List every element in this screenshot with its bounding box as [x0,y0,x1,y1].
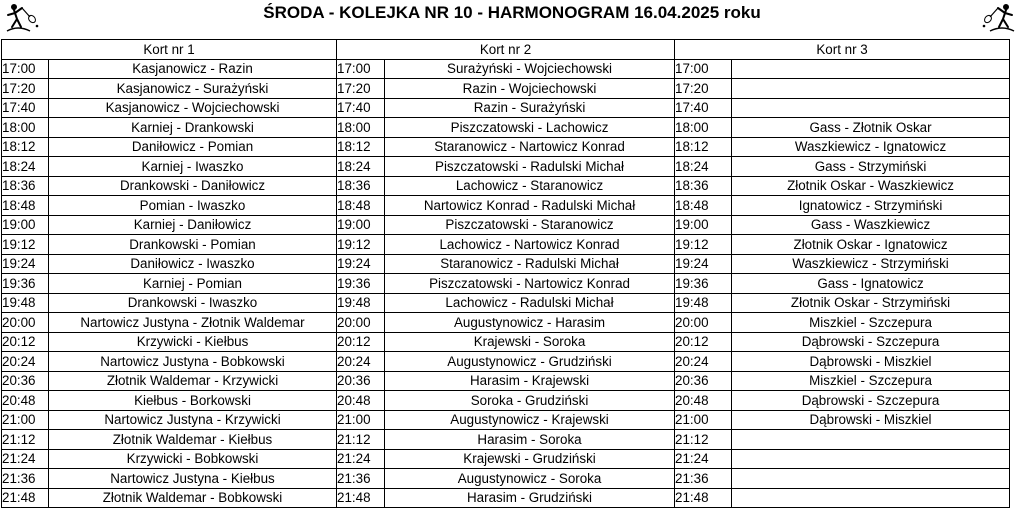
time-cell: 18:12 [337,137,385,157]
table-row [2,488,1010,508]
time-cell: 19:48 [337,293,385,313]
match-cell-court-2: Staranowicz - Nartowicz Konrad [385,137,675,157]
time-cell: 17:40 [2,98,49,118]
time-cell: 21:48 [2,488,49,508]
time-cell: 20:48 [337,391,385,411]
time-cell: 18:36 [675,176,732,196]
match-cell-court-1: Daniłowicz - Iwaszko [49,254,337,274]
time-cell: 18:00 [675,118,732,138]
match-cell-court-2: Harasim - Soroka [385,430,675,450]
table-row [2,391,1010,411]
match-cell-court-3 [732,79,1010,99]
match-cell-court-1: Karniej - Daniłowicz [49,215,337,235]
time-cell: 20:12 [337,332,385,352]
match-cell-court-2: Augustynowicz - Grudziński [385,352,675,372]
match-cell-court-3: Gass - Ignatowicz [732,274,1010,294]
time-cell: 18:12 [2,137,49,157]
time-cell: 19:24 [337,254,385,274]
match-cell-court-3: Gass - Waszkiewicz [732,215,1010,235]
time-cell: 17:00 [337,59,385,79]
match-cell-court-3: Dąbrowski - Miszkiel [732,352,1010,372]
match-cell-court-3 [732,488,1010,508]
match-cell-court-2: Augustynowicz - Krajewski [385,410,675,430]
match-cell-court-1: Złotnik Waldemar - Krzywicki [49,371,337,391]
match-cell-court-2: Harasim - Krajewski [385,371,675,391]
time-cell: 21:12 [337,430,385,450]
match-cell-court-1: Kasjanowicz - Surażyński [49,79,337,99]
time-cell: 19:24 [2,254,49,274]
match-cell-court-1: Karniej - Drankowski [49,118,337,138]
match-cell-court-1: Nartowicz Justyna - Bobkowski [49,352,337,372]
match-cell-court-1: Nartowicz Justyna - Złotnik Waldemar [49,313,337,333]
match-cell-court-1: Drankowski - Daniłowicz [49,176,337,196]
time-cell: 21:12 [2,430,49,450]
match-cell-court-1: Złotnik Waldemar - Kiełbus [49,430,337,450]
time-cell: 20:12 [675,332,732,352]
time-cell: 20:24 [337,352,385,372]
match-cell-court-3 [732,98,1010,118]
match-cell-court-2: Krajewski - Soroka [385,332,675,352]
time-cell: 18:24 [2,157,49,177]
time-cell: 19:36 [2,274,49,294]
match-cell-court-2: Soroka - Grudziński [385,391,675,411]
time-cell: 19:00 [675,215,732,235]
time-cell: 21:12 [675,430,732,450]
match-cell-court-1: Kiełbus - Borkowski [49,391,337,411]
match-cell-court-1: Drankowski - Pomian [49,235,337,255]
time-cell: 18:24 [337,157,385,177]
match-cell-court-3: Złotnik Oskar - Waszkiewicz [732,176,1010,196]
time-cell: 21:24 [675,449,732,469]
match-cell-court-3 [732,59,1010,79]
match-cell-court-2: Piszczatowski - Radulski Michał [385,157,675,177]
match-cell-court-3 [732,469,1010,489]
table-row [2,293,1010,313]
time-cell: 20:48 [675,391,732,411]
time-cell: 21:36 [337,469,385,489]
time-cell: 21:00 [337,410,385,430]
time-cell: 20:00 [675,313,732,333]
time-cell: 21:24 [337,449,385,469]
time-cell: 21:48 [675,488,732,508]
table-row [2,274,1010,294]
table-row [2,410,1010,430]
time-cell: 17:20 [675,79,732,99]
table-row [2,469,1010,489]
time-cell: 20:00 [2,313,49,333]
court-header: Kort nr 3 [675,40,1010,60]
schedule-table [1,39,1010,508]
table-row [2,352,1010,372]
time-cell: 17:00 [2,59,49,79]
time-cell: 19:00 [2,215,49,235]
time-cell: 21:36 [675,469,732,489]
match-cell-court-2: Lachowicz - Radulski Michał [385,293,675,313]
match-cell-court-3 [732,449,1010,469]
time-cell: 18:48 [675,196,732,216]
match-cell-court-2: Augustynowicz - Soroka [385,469,675,489]
match-cell-court-1: Złotnik Waldemar - Bobkowski [49,488,337,508]
match-cell-court-3: Gass - Strzymiński [732,157,1010,177]
table-row [2,157,1010,177]
time-cell: 19:12 [337,235,385,255]
match-cell-court-2: Lachowicz - Staranowicz [385,176,675,196]
match-cell-court-2: Surażyński - Wojciechowski [385,59,675,79]
match-cell-court-2: Razin - Wojciechowski [385,79,675,99]
match-cell-court-1: Daniłowicz - Pomian [49,137,337,157]
time-cell: 19:48 [675,293,732,313]
match-cell-court-2: Piszczatowski - Lachowicz [385,118,675,138]
badminton-player-icon [980,2,1020,34]
table-row [2,196,1010,216]
time-cell: 21:00 [2,410,49,430]
table-row [2,137,1010,157]
match-cell-court-3: Miszkiel - Szczepura [732,371,1010,391]
time-cell: 19:12 [675,235,732,255]
table-row [2,79,1010,99]
match-cell-court-3: Miszkiel - Szczepura [732,313,1010,333]
match-cell-court-3: Waszkiewicz - Ignatowicz [732,137,1010,157]
time-cell: 20:36 [675,371,732,391]
match-cell-court-2: Piszczatowski - Nartowicz Konrad [385,274,675,294]
time-cell: 17:00 [675,59,732,79]
time-cell: 21:36 [2,469,49,489]
time-cell: 18:48 [337,196,385,216]
match-cell-court-3 [732,430,1010,450]
page-title: ŚRODA - KOLEJKA NR 10 - HARMONOGRAM 16.04.2025 roku [263,3,761,22]
match-cell-court-3: Dąbrowski - Szczepura [732,332,1010,352]
time-cell: 19:36 [337,274,385,294]
match-cell-court-2: Piszczatowski - Staranowicz [385,215,675,235]
match-cell-court-1: Pomian - Iwaszko [49,196,337,216]
match-cell-court-3: Dąbrowski - Miszkiel [732,410,1010,430]
time-cell: 18:48 [2,196,49,216]
time-cell: 21:48 [337,488,385,508]
time-cell: 18:00 [2,118,49,138]
match-cell-court-1: Krzywicki - Bobkowski [49,449,337,469]
time-cell: 19:12 [2,235,49,255]
match-cell-court-2: Harasim - Grudziński [385,488,675,508]
time-cell: 19:00 [337,215,385,235]
time-cell: 20:24 [2,352,49,372]
time-cell: 20:36 [337,371,385,391]
time-cell: 21:24 [2,449,49,469]
table-row [2,430,1010,450]
time-cell: 20:36 [2,371,49,391]
match-cell-court-1: Karniej - Pomian [49,274,337,294]
time-cell: 17:40 [337,98,385,118]
match-cell-court-3: Złotnik Oskar - Strzymiński [732,293,1010,313]
match-cell-court-2: Nartowicz Konrad - Radulski Michał [385,196,675,216]
time-cell: 21:00 [675,410,732,430]
match-cell-court-2: Lachowicz - Nartowicz Konrad [385,235,675,255]
match-cell-court-1: Drankowski - Iwaszko [49,293,337,313]
match-cell-court-3: Gass - Złotnik Oskar [732,118,1010,138]
match-cell-court-2: Razin - Surażyński [385,98,675,118]
time-cell: 20:00 [337,313,385,333]
time-cell: 18:00 [337,118,385,138]
table-row [2,59,1010,79]
time-cell: 19:48 [2,293,49,313]
match-cell-court-3: Waszkiewicz - Strzymiński [732,254,1010,274]
time-cell: 18:24 [675,157,732,177]
time-cell: 20:12 [2,332,49,352]
table-row [2,371,1010,391]
court-header-row [2,40,1010,60]
match-cell-court-1: Nartowicz Justyna - Krzywicki [49,410,337,430]
time-cell: 19:36 [675,274,732,294]
match-cell-court-3: Złotnik Oskar - Ignatowicz [732,235,1010,255]
time-cell: 19:24 [675,254,732,274]
time-cell: 18:36 [2,176,49,196]
match-cell-court-1: Karniej - Iwaszko [49,157,337,177]
time-cell: 18:36 [337,176,385,196]
table-row [2,449,1010,469]
match-cell-court-1: Krzywicki - Kiełbus [49,332,337,352]
time-cell: 20:48 [2,391,49,411]
match-cell-court-3: Dąbrowski - Szczepura [732,391,1010,411]
match-cell-court-2: Staranowicz - Radulski Michał [385,254,675,274]
time-cell: 17:40 [675,98,732,118]
table-row [2,215,1010,235]
time-cell: 17:20 [2,79,49,99]
match-cell-court-1: Kasjanowicz - Wojciechowski [49,98,337,118]
match-cell-court-1: Kasjanowicz - Razin [49,59,337,79]
table-row [2,98,1010,118]
match-cell-court-2: Augustynowicz - Harasim [385,313,675,333]
time-cell: 18:12 [675,137,732,157]
match-cell-court-3: Ignatowicz - Strzymiński [732,196,1010,216]
table-row [2,235,1010,255]
time-cell: 20:24 [675,352,732,372]
table-row [2,118,1010,138]
court-header: Kort nr 2 [337,40,675,60]
table-row [2,313,1010,333]
time-cell: 17:20 [337,79,385,99]
match-cell-court-2: Krajewski - Grudziński [385,449,675,469]
table-row [2,332,1010,352]
match-cell-court-1: Nartowicz Justyna - Kiełbus [49,469,337,489]
table-row [2,254,1010,274]
court-header: Kort nr 1 [2,40,337,60]
table-row [2,176,1010,196]
